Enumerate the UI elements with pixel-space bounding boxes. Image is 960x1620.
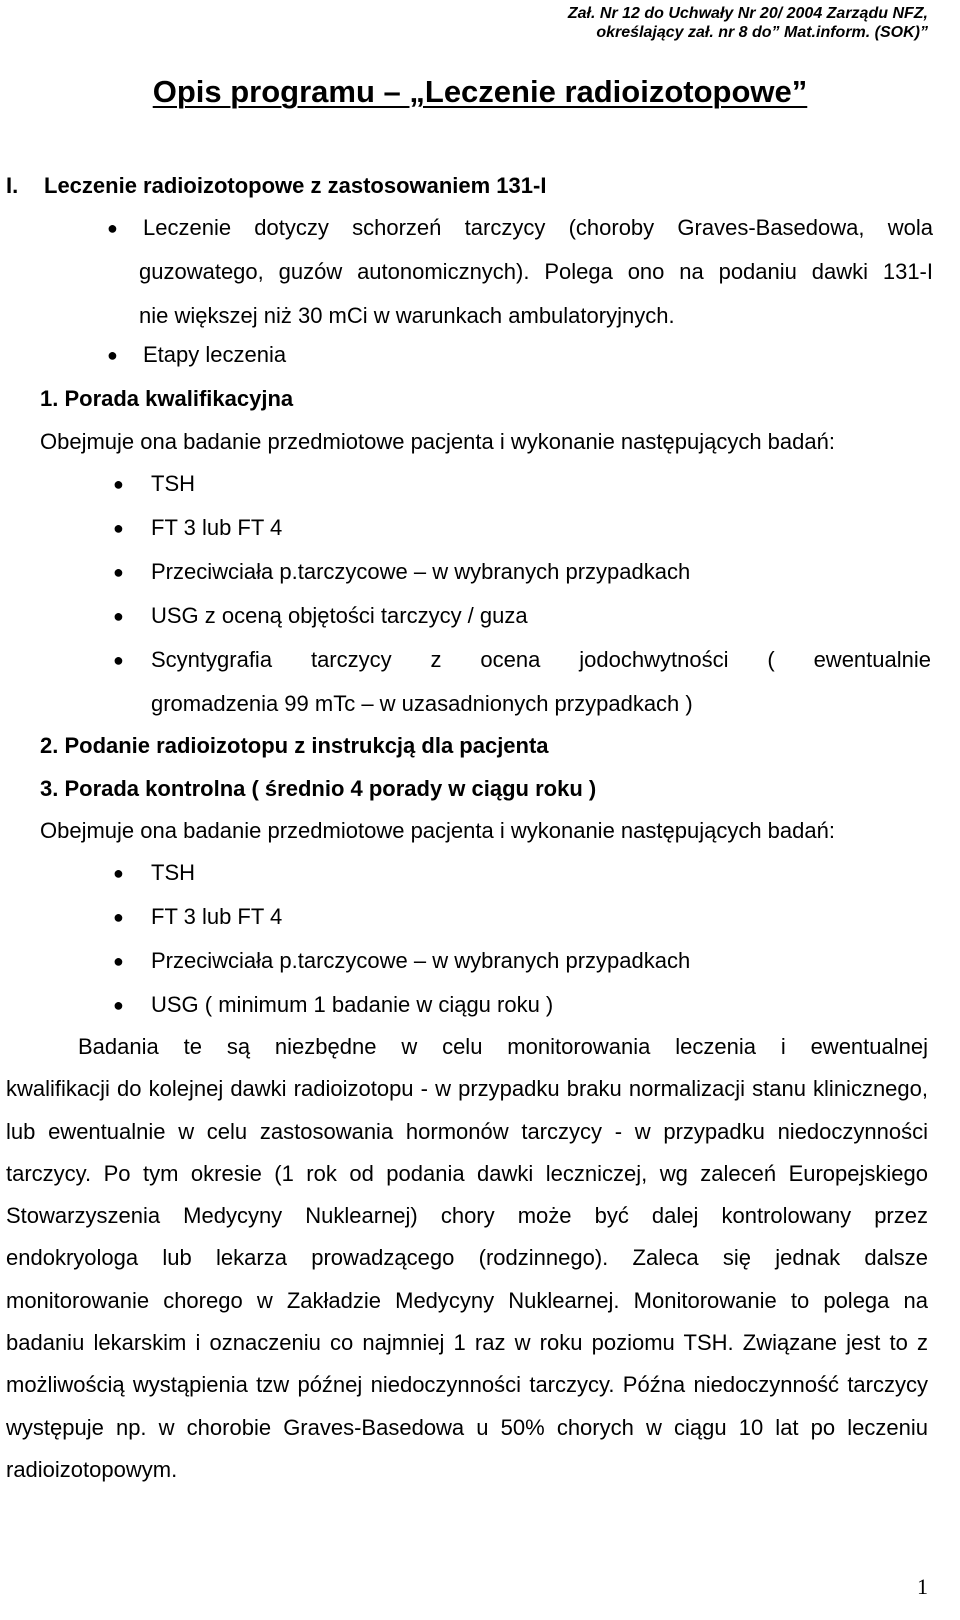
header-note-line1: Zał. Nr 12 do Uchwały Nr 20/ 2004 Zarządu NFZ, xyxy=(567,5,928,22)
step3-item: FT 3 lub FT 4 xyxy=(151,904,283,929)
step1-scint-line2: gromadzenia 99 mTc – w uzasadnionych przypadkach ) xyxy=(151,691,693,716)
step1-heading: 1. Porada kwalifikacyjna xyxy=(40,386,294,411)
list-item xyxy=(113,462,931,506)
section-heading xyxy=(6,173,546,199)
closing-first-line: Badania te są niezbędne w celu monitorowania leczenia i ewentualnej xyxy=(78,1034,928,1059)
bullet-icon: ● xyxy=(113,907,124,927)
bullet-icon: ● xyxy=(113,562,124,582)
intro-bullet-text: Etapy leczenia xyxy=(143,342,287,367)
closing-rest: kwalifikacji do kolejnej dawki radioizotopu - w przypadku braku normalizacji stanu klinicznego, lub ewentualnie w celu zastosowania hormonów tarczycy - w przypadku niedoczynności tarczycy. Po tym okresie (1 rok od podania dawki leczniczej, wg zaleceń Europejskiego Stowarzyszenia Medycyny Nuklearnej) chory może być dalej kontrolowany przez endokryologa lub lekarza prowadzącego (rodzinnego). Zaleca się jednak dalsze monitorowanie chorego w Zakładzie Medycyny Nuklearnej. Monitorowanie to polega na badaniu lekarskim i oznaczeniu co najmniej 1 raz w roku poziomu TSH. Związane jest to z możliwością wystąpienia tzw późnej niedoczynności tarczycy. Późna niedoczynność tarczycy występuje np. w chorobie Graves-Basedowa u 50% chorych w ciągu 10 lat po leczeniu radioizotopowym. xyxy=(6,1076,928,1482)
bullet-icon: ● xyxy=(107,218,118,238)
bullet-icon: ● xyxy=(113,474,124,494)
section-title: Leczenie radioizotopowe z zastosowaniem 131-I xyxy=(44,173,547,198)
list-item xyxy=(113,506,931,550)
step3-item: Przeciwciała p.tarczycowe – w wybranych przypadkach xyxy=(151,948,691,973)
closing-paragraph xyxy=(6,1026,928,1491)
step2-heading: 2. Podanie radioizotopu z instrukcją dla pacjenta xyxy=(40,733,549,758)
step1-item: FT 3 lub FT 4 xyxy=(151,515,283,540)
step1-item: USG z oceną objętości tarczycy / guza xyxy=(151,603,528,628)
list-item xyxy=(113,851,931,895)
bullet-icon: ● xyxy=(113,606,124,626)
step3-intro: Obejmuje ona badanie przedmiotowe pacjenta i wykonanie następujących badań: xyxy=(40,818,835,843)
step3-item: USG ( minimum 1 badanie w ciągu roku ) xyxy=(151,992,554,1017)
step1-item: TSH xyxy=(151,471,195,496)
list-item xyxy=(113,594,931,638)
header-note-line2: określający zał. nr 8 do” Mat.inform. (SOK)” xyxy=(596,24,928,41)
bullet-icon: ● xyxy=(113,863,124,883)
bullet-icon: ● xyxy=(107,345,118,365)
list-item xyxy=(113,550,931,594)
step3-heading: 3. Porada kontrolna ( średnio 4 porady w ciągu roku ) xyxy=(40,776,597,801)
bullet-icon: ● xyxy=(113,650,124,670)
step3-item: TSH xyxy=(151,860,195,885)
list-item xyxy=(113,939,931,983)
list-item xyxy=(113,983,931,1027)
page-number: 1 xyxy=(917,1574,928,1599)
bullet-icon: ● xyxy=(113,995,124,1015)
bullet-icon: ● xyxy=(113,951,124,971)
section-number: I. xyxy=(6,173,19,198)
list-item xyxy=(107,206,933,338)
header-note xyxy=(568,4,928,42)
intro-bullet-line1: Leczenie dotyczy schorzeń tarczycy (choroby Graves-Basedowa, wola xyxy=(143,215,933,240)
list-item xyxy=(107,333,933,377)
step1-scint-line1: Scyntygrafia tarczycy z ocena jodochwytności ( ewentualnie xyxy=(151,647,931,672)
list-item xyxy=(113,638,931,726)
page-title: Opis programu – „Leczenie radioizotopowe” xyxy=(152,74,808,109)
intro-bullet-line3: nie większej niż 30 mCi w warunkach ambulatoryjnych. xyxy=(139,303,675,328)
intro-bullet-line2: guzowatego, guzów autonomicznych). Polega ono na podaniu dawki 131-I xyxy=(139,259,933,284)
list-item xyxy=(113,895,931,939)
step1-intro: Obejmuje ona badanie przedmiotowe pacjenta i wykonanie następujących badań: xyxy=(40,429,835,454)
step1-item: Przeciwciała p.tarczycowe – w wybranych przypadkach xyxy=(151,559,691,584)
bullet-icon: ● xyxy=(113,518,124,538)
